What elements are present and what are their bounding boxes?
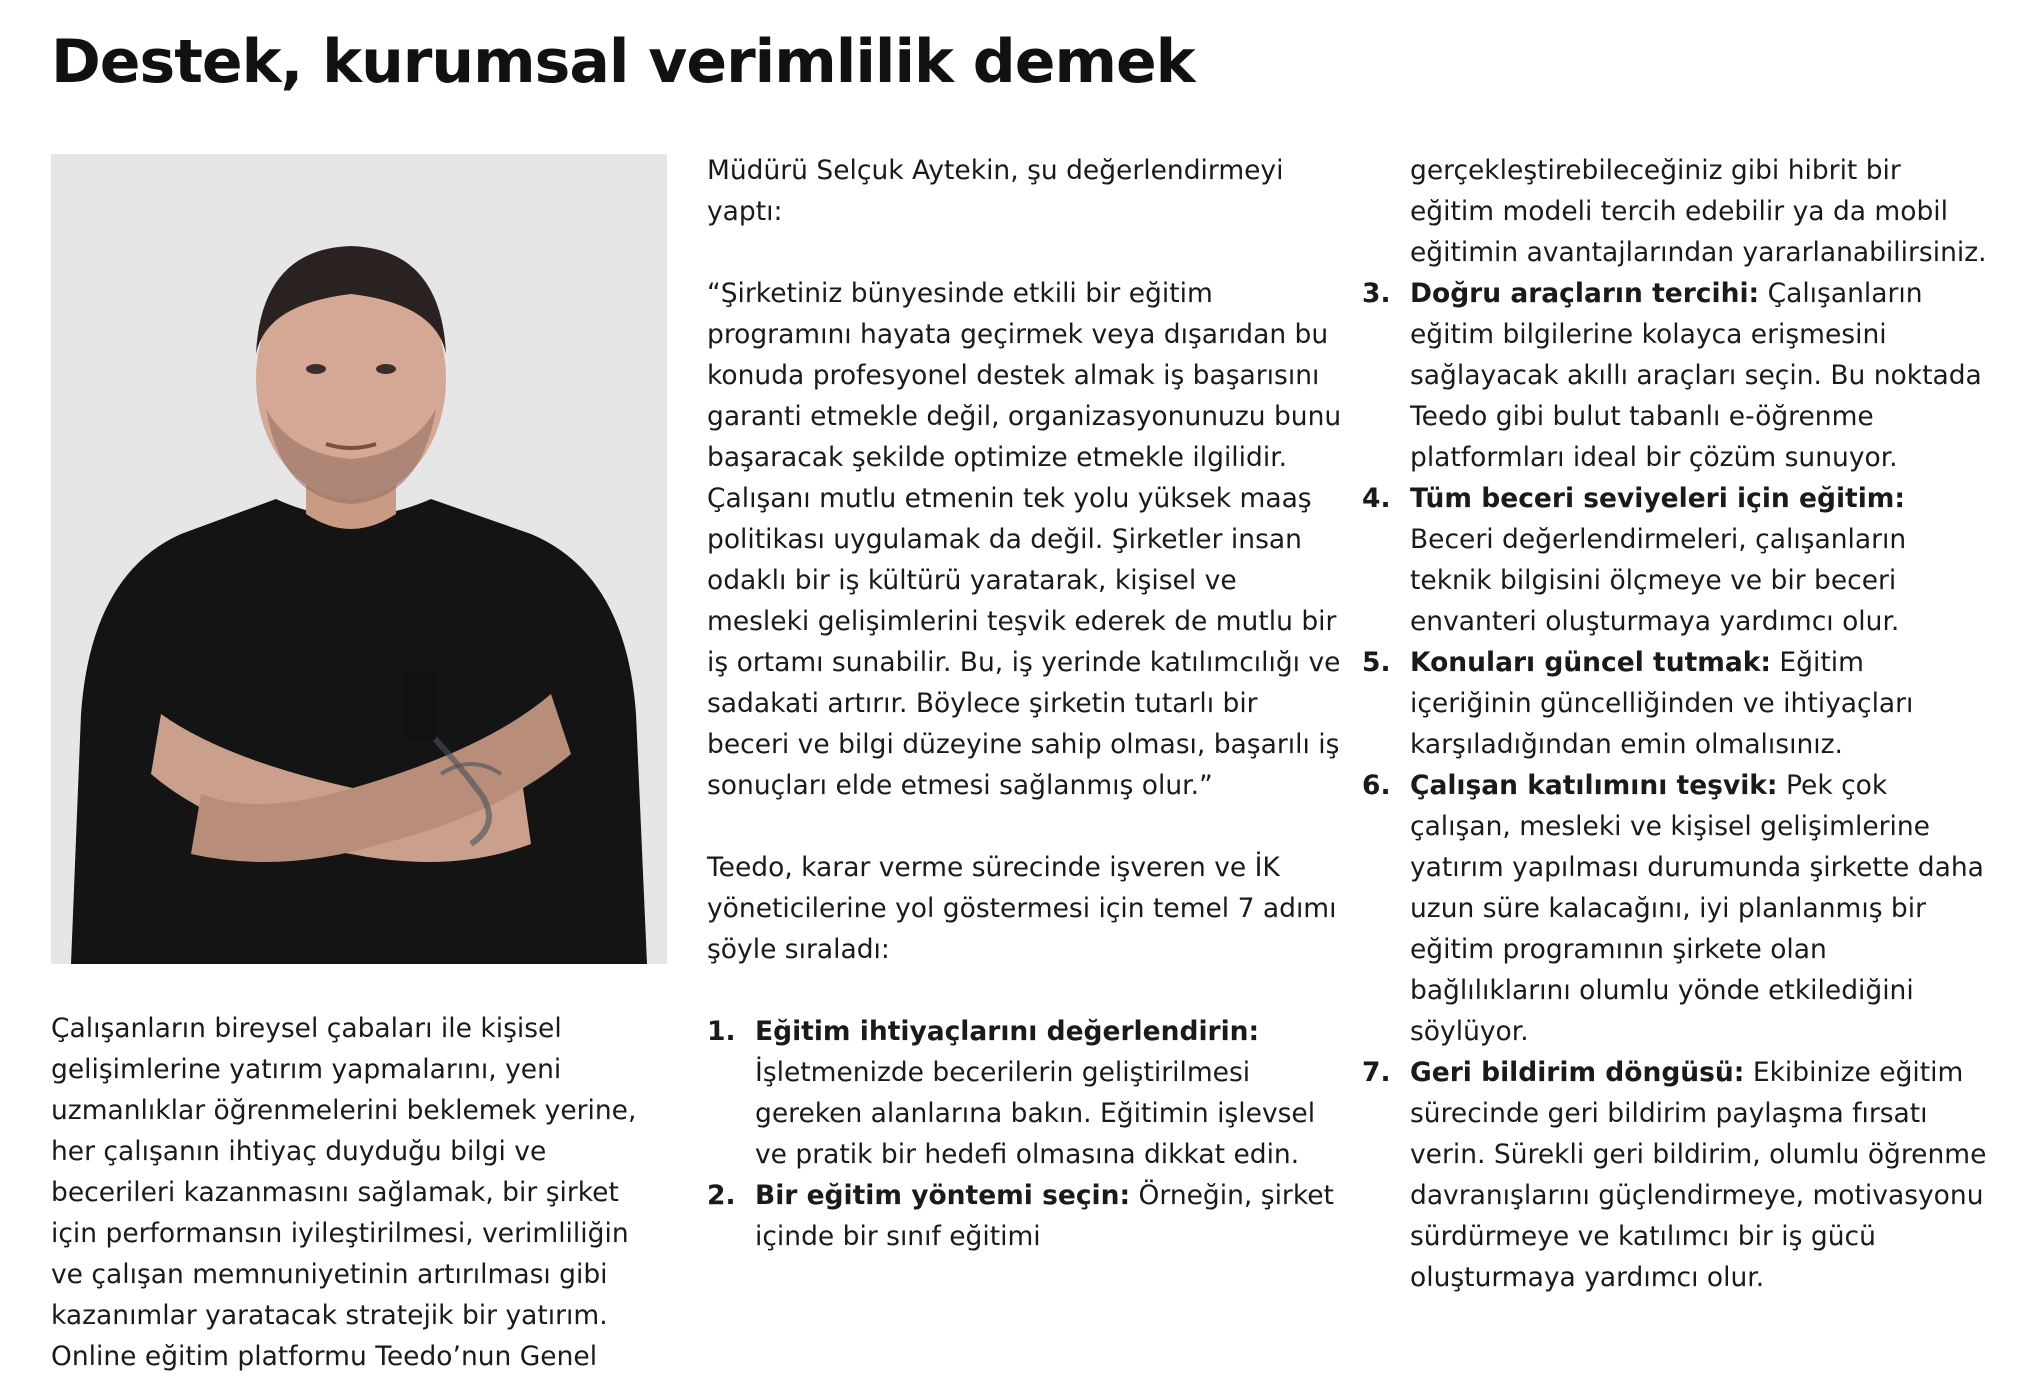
- step-body: Örneğin, şirket içinde bir sınıf eğitimi: [755, 1180, 1334, 1252]
- step-number: 7.: [1362, 1057, 1391, 1088]
- step-body: Eğitim içeriğinin güncelliğinden ve ihtiyaçları karşıladığından emin olmalısınız.: [1410, 647, 1914, 760]
- list-item: [1362, 765, 1992, 1052]
- step-body: Pek çok çalışan, mesleki ve kişisel gelişimlerine yatırım yapılması durumunda şirkette daha uzun süre kalacağını, iyi planlanmış bir eğitim programının şirkete olan bağlılıklarını olumlu yönde etkilediğini söylüyor.: [1410, 770, 1984, 1047]
- list-item: [707, 1011, 1347, 1175]
- steps-intro: Teedo, karar verme sürecinde işveren ve İK yöneticilerine yol göstermesi için temel 7 adımı şöyle sıraladı:: [707, 852, 1337, 965]
- step-number: 2.: [707, 1180, 736, 1211]
- steps-list: [1362, 273, 1992, 1298]
- step-title: Eğitim ihtiyaçlarını değerlendirin:: [755, 1016, 1260, 1047]
- step-title: Konuları güncel tutmak:: [1410, 647, 1771, 678]
- list-item: [707, 1175, 1347, 1257]
- step-body: Beceri değerlendirmeleri, çalışanların teknik bilgisini ölçmeye ve bir beceri envanteri oluşturmaya yardımcı olur.: [1410, 524, 1907, 637]
- step-number: 4.: [1362, 483, 1391, 514]
- intro-paragraph: Çalışanların bireysel çabaları ile kişisel gelişimlerine yatırım yapmalarını, yeni uzmanlıklar öğrenmelerini beklemek yerine, her çalışanın ihtiyaç duyduğu bilgi ve becerileri kazanmasını sağlamak, bir şirket için performansın iyileştirilmesi, verimliliğin ve çalışan memnuniyetinin artırılması gibi kazanımlar yaratacak stratejik bir yatırım. Online eğitim platformu Teedo’nun Genel: [51, 1013, 637, 1372]
- step-number: 6.: [1362, 770, 1391, 801]
- list-item: [1362, 642, 1992, 765]
- portrait-photo: [51, 154, 667, 964]
- step-title: Çalışan katılımını teşvik:: [1410, 770, 1778, 801]
- page-title: Destek, kurumsal verimlilik demek: [51, 27, 1195, 97]
- step-number: 1.: [707, 1016, 736, 1047]
- step-title: Bir eğitim yöntemi seçin:: [755, 1180, 1131, 1211]
- step-body: Çalışanların eğitim bilgilerine kolayca erişmesini sağlayacak akıllı araçları seçin. Bu noktada Teedo gibi bulut tabanlı e-öğrenme platformları ideal bir çözüm sunuyor.: [1410, 278, 1982, 473]
- step-title: Doğru araçların tercihi:: [1410, 278, 1760, 309]
- intro-continuation: Müdürü Selçuk Aytekin, şu değerlendirmeyi yaptı:: [707, 155, 1284, 227]
- column-1: [51, 1008, 667, 1377]
- step-body: Ekibinize eğitim sürecinde geri bildirim paylaşma fırsatı verin. Sürekli geri bildirim, olumlu öğrenme davranışlarını güçlendirmeye, motivasyonu sürdürmeye ve katılımcı bir iş gücü oluşturmaya yardımcı olur.: [1410, 1057, 1987, 1293]
- list-item: [1362, 1052, 1992, 1298]
- list-item: [1362, 273, 1992, 478]
- column-3: [1362, 150, 1992, 1298]
- step-number: 5.: [1362, 647, 1391, 678]
- step-body: İşletmenizde becerilerin geliştirilmesi gereken alanlarına bakın. Eğitimin işlevsel ve pratik bir hedefi olmasına dikkat edin.: [755, 1057, 1316, 1170]
- step-title: Geri bildirim döngüsü:: [1410, 1057, 1745, 1088]
- list-item: [1362, 478, 1992, 642]
- step-title: Tüm beceri seviyeleri için eğitim:: [1410, 483, 1905, 514]
- column-2: [707, 150, 1347, 1257]
- steps-list: [707, 1011, 1347, 1257]
- step-number: 3.: [1362, 278, 1391, 309]
- step-2-continuation: gerçekleştirebileceğiniz gibi hibrit bir eğitim modeli tercih edebilir ya da mobil eğitimin avantajlarından yararlanabilirsiniz.: [1410, 155, 1987, 268]
- quote-paragraph: “Şirketiniz bünyesinde etkili bir eğitim programını hayata geçirmek veya dışarıdan bu konuda profesyonel destek almak iş başarısını garanti etmekle değil, organizasyonunuzu bunu başaracak şekilde optimize etmekle ilgilidir. Çalışanı mutlu etmenin tek yolu yüksek maaş politikası uygulamak da değil. Şirketler insan odaklı bir iş kültürü yaratarak, kişisel ve mesleki gelişimlerini teşvik ederek de mutlu bir iş ortamı sunabilir. Bu, iş yerinde katılımcılığı ve sadakati artırır. Böylece şirketin tutarlı bir beceri ve bilgi düzeyine sahip olması, başarılı iş sonuçları elde etmesi sağlanmış olur.”: [707, 278, 1342, 801]
